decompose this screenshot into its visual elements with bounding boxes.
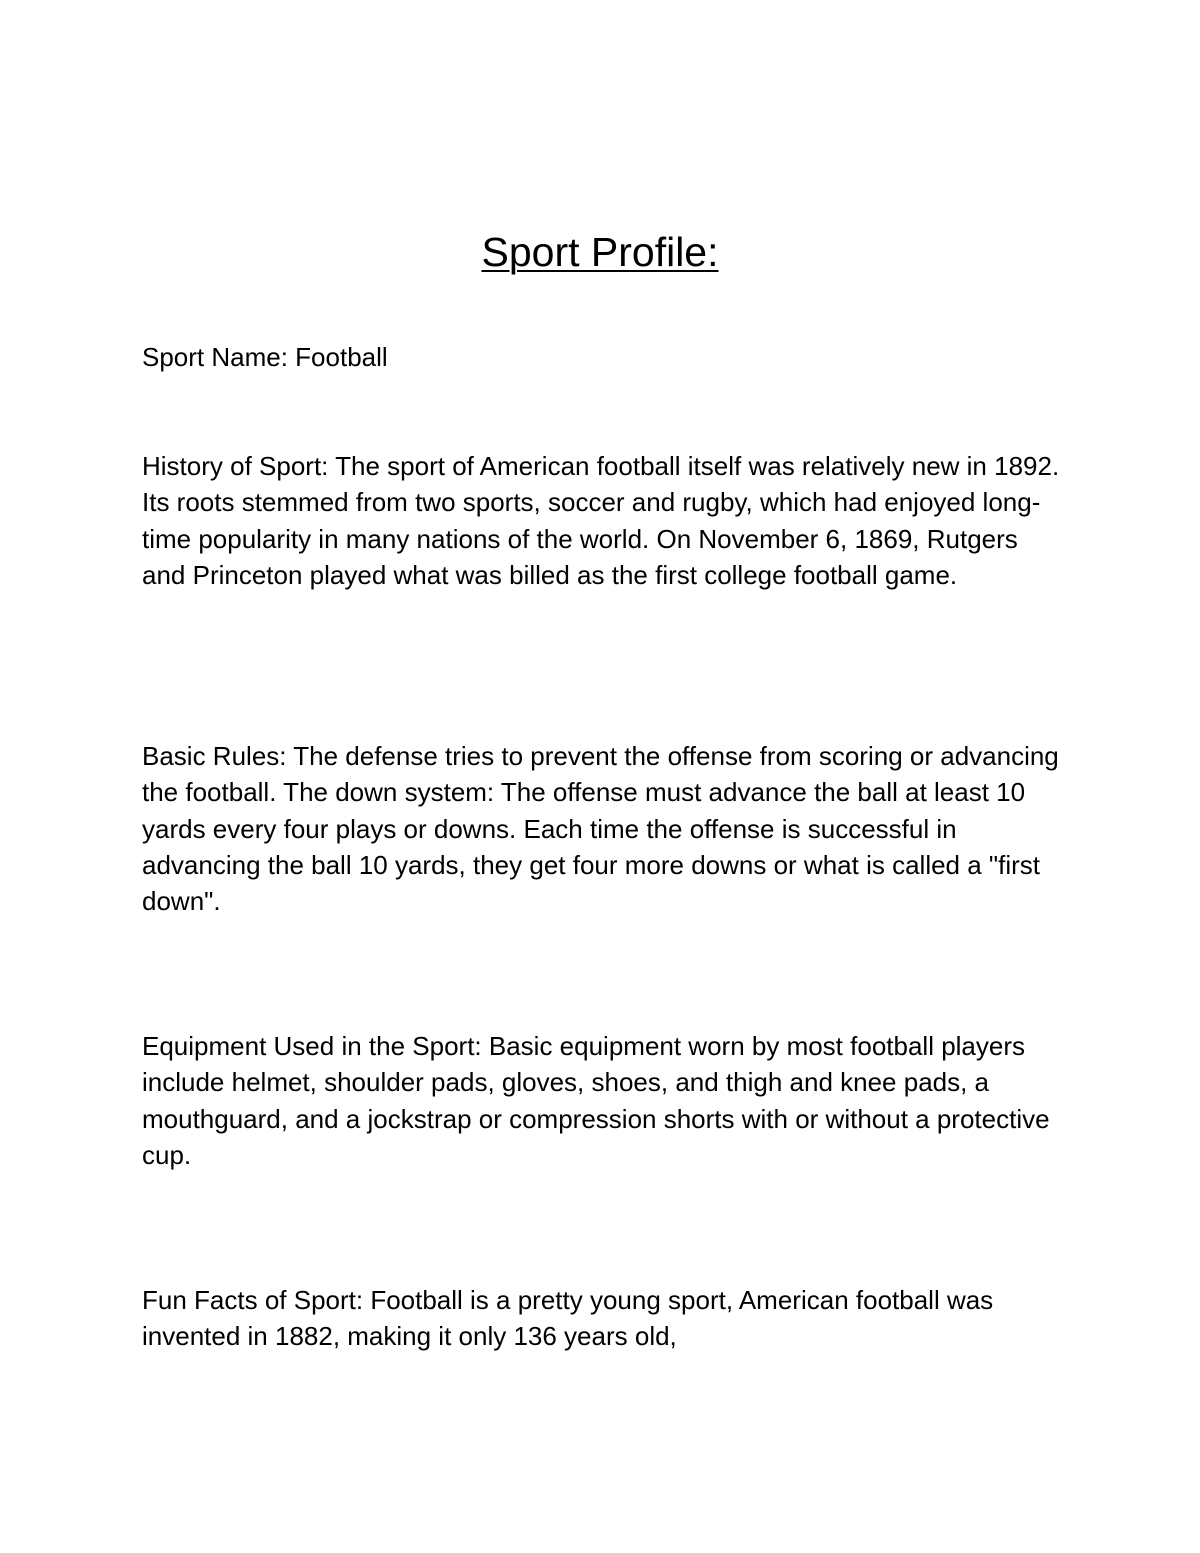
equipment-paragraph: Equipment Used in the Sport: Basic equipment worn by most football players include helmet, shoulder pads, gloves, shoes, and thigh and knee pads, a mouthguard, and a jockstrap or compression shorts with or without a protective cup. (142, 1031, 1050, 1170)
basic-rules-paragraph: Basic Rules: The defense tries to prevent the offense from scoring or advancing the football. The down system: The offense must advance the ball at least 10 yards every four plays or downs. Each time the offense is successful in advancing the ball 10 yards, they get four more downs or what is called a "first down". (142, 741, 1059, 917)
history-paragraph: History of Sport: The sport of American football itself was relatively new in 1892. Its roots stemmed from two sports, soccer and rugby, which had enjoyed long-time popularity in many nations of the world. On November 6, 1869, Rutgers and Princeton played what was billed as the first college football game. (142, 451, 1060, 590)
fun-facts-paragraph: Fun Facts of Sport: Football is a pretty young sport, American football was invented in 1882, making it only 136 years old, (142, 1285, 994, 1352)
sport-name-line: Sport Name: Football (142, 342, 388, 372)
page-title: Sport Profile: (481, 229, 719, 275)
